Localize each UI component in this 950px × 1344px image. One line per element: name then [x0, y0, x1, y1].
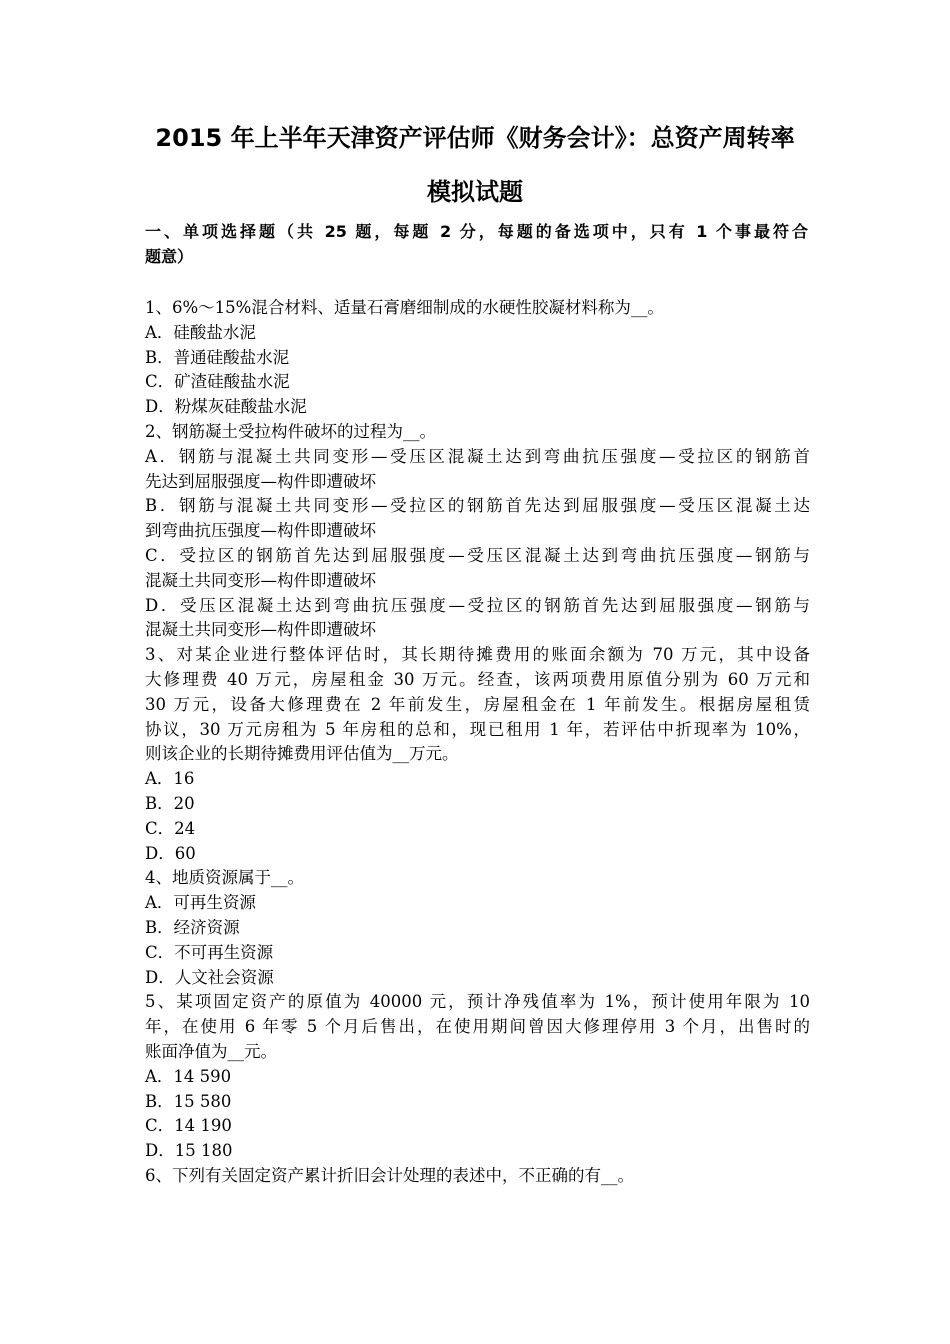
text-line: A．14 590 — [145, 1066, 232, 1086]
text-line: 到弯曲抗压强度—构件即遭破坏 — [145, 521, 376, 541]
text-line: C．受拉区的钢筋首先达到屈服强度—受压区混凝土达到弯曲抗压强度—钢筋与 — [145, 545, 810, 565]
text-line: 1、6%～15%混合材料、适量石膏磨细制成的水硬性胶凝材料称为__。 — [145, 298, 664, 317]
text-line: D．受压区混凝土达到弯曲抗压强度—受拉区的钢筋首先达到屈服强度—钢筋与 — [145, 595, 810, 615]
text-line: A．硅酸盐水泥 — [145, 322, 256, 342]
text-line: B．普通硅酸盐水泥 — [145, 347, 290, 367]
document-title-line-2: 模拟试题 — [427, 178, 523, 206]
text-line: 6、下列有关固定资产累计折旧会计处理的表述中，不正确的有__。 — [145, 1165, 634, 1185]
text-line: 大修理费 40 万元，房屋租金 30 万元。经查，该两项费用原值分别为 60 万元和 — [145, 669, 810, 689]
text-line: D．人文社会资源 — [145, 967, 274, 987]
text-line: B．15 580 — [145, 1091, 232, 1111]
text-line: A．16 — [145, 769, 195, 789]
text-line: D．15 180 — [145, 1141, 233, 1161]
text-line: 协议，30 万元房租为 5 年房租的总和，现已租用 1 年，若评估中折现率为 10%， — [145, 719, 810, 739]
text-line: 先达到屈服强度—构件即遭破坏 — [145, 471, 376, 491]
text-line: 3、对某企业进行整体评估时，其长期待摊费用的账面余额为 70 万元，其中设备 — [145, 645, 810, 665]
text-line: 则该企业的长期待摊费用评估值为__万元。 — [145, 744, 459, 764]
text-line: 混凝土共同变形—构件即遭破坏 — [145, 570, 376, 590]
text-line: C．14 190 — [145, 1116, 232, 1136]
section-heading — [145, 220, 808, 270]
text-line: 4、地质资源属于__。 — [145, 868, 304, 888]
text-line: B．钢筋与混凝土共同变形—受拉区的钢筋首先达到屈服强度—受压区混凝土达 — [145, 496, 810, 516]
text-line: 账面净值为__元。 — [145, 1041, 277, 1061]
text-line: 混凝土共同变形—构件即遭破坏 — [145, 620, 376, 640]
question-body — [145, 296, 810, 1189]
text-line: 年，在使用 6 年零 5 个月后售出，在使用期间曾因大修理停用 3 个月，出售时的 — [145, 1017, 810, 1037]
document-title-line-1: 2015 年上半年天津资产评估师《财务会计》：总资产周转率 — [155, 124, 795, 152]
section-heading-line-1: 一、单项选择题（共 25 题，每题 2 分，每题的备选项中，只有 1 个事最符合 — [145, 222, 808, 241]
text-line: C．不可再生资源 — [145, 942, 274, 962]
text-line: C．24 — [145, 818, 196, 838]
text-line: C．矿渣硅酸盐水泥 — [145, 372, 290, 392]
text-line: A．可再生资源 — [145, 893, 256, 913]
text-line: D．粉煤灰硅酸盐水泥 — [145, 397, 307, 417]
text-line: 5、某项固定资产的原值为 40000 元，预计净残值率为 1%，预计使用年限为 10 — [145, 992, 810, 1012]
text-line: 2、钢筋凝土受拉构件破坏的过程为__。 — [145, 421, 436, 441]
text-line: D．60 — [145, 843, 196, 863]
section-heading-line-2: 题意） — [145, 246, 194, 266]
text-line: B．20 — [145, 793, 195, 813]
text-line: A．钢筋与混凝土共同变形—受压区混凝土达到弯曲抗压强度—受拉区的钢筋首 — [145, 446, 810, 466]
text-line: B．经济资源 — [145, 917, 240, 937]
text-line: 30 万元，设备大修理费在 2 年前发生，房屋租金在 1 年前发生。根据房屋租赁 — [145, 694, 810, 714]
